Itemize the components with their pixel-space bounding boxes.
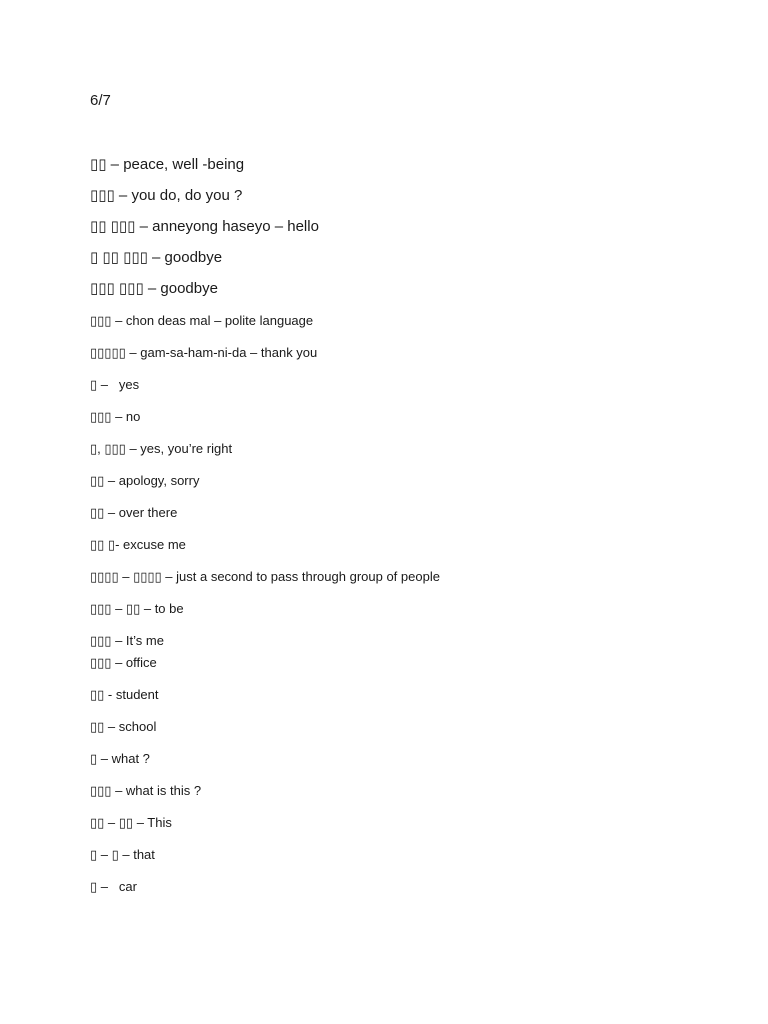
vocab-line-21 [90,783,201,799]
korean-term: ▯ ▯▯ ▯▯▯ [90,249,148,266]
translation: – yes [97,377,140,392]
korean-term: ▯▯▯ [90,655,112,670]
vocab-line-24 [90,879,137,895]
vocab-line-9 [90,409,140,425]
korean-term: ▯▯ [90,505,105,520]
korean-term: ▯ – ▯ [90,847,119,862]
korean-term: ▯▯▯ [90,187,115,204]
vocab-line-19 [90,719,156,735]
translation: - student [104,687,159,702]
korean-term: ▯▯▯ [90,783,112,798]
korean-term: ▯▯▯ ▯▯▯ [90,280,144,297]
korean-term: ▯▯▯ – ▯▯ [90,601,141,616]
translation: – car [97,879,137,894]
vocab-line-4 [90,249,222,267]
translation: – gam-sa-ham-ni-da – thank you [125,345,318,360]
vocab-line-22 [90,815,172,831]
translation: – no [111,409,141,424]
korean-term: ▯▯ [90,719,105,734]
korean-term: ▯▯ [90,156,107,173]
vocab-line-12 [90,505,177,521]
korean-term: ▯▯▯ [90,409,112,424]
vocab-line-13 [90,537,186,553]
vocab-line-3 [90,218,319,236]
korean-term: ▯▯▯ [90,633,112,648]
vocab-line-16 [90,633,164,649]
translation: – you do, do you ? [114,187,243,204]
vocab-line-2 [90,187,242,205]
vocab-line-5 [90,280,218,298]
vocab-line-23 [90,847,155,863]
korean-term: ▯▯ [90,473,105,488]
translation: – It’s me [111,633,164,648]
translation: – anneyong haseyo – hello [135,218,319,235]
korean-term: ▯ [90,377,98,392]
vocab-line-14 [90,569,440,585]
vocab-line-10 [90,441,232,457]
korean-term: ▯, ▯▯▯ [90,441,126,456]
vocab-line-15 [90,601,184,617]
vocab-line-18 [90,687,159,703]
translation: – office [111,655,157,670]
translation: – over there [104,505,178,520]
vocab-line-1 [90,156,244,174]
korean-term: ▯▯▯ [90,313,112,328]
date-heading: 6/7 [90,92,111,109]
translation: – peace, well -being [106,156,245,173]
vocab-line-7 [90,345,317,361]
translation: – what ? [97,751,150,766]
translation: – to be [140,601,184,616]
korean-term: ▯▯▯▯ – ▯▯▯▯ [90,569,162,584]
korean-term: ▯ [90,751,98,766]
korean-term: ▯ [90,879,98,894]
translation: – chon deas mal – polite language [111,313,314,328]
korean-term: ▯▯ – ▯▯ [90,815,134,830]
translation: – apology, sorry [104,473,200,488]
korean-term: ▯▯ ▯ [90,537,116,552]
translation: – what is this ? [111,783,202,798]
korean-term: ▯▯ ▯▯▯ [90,218,136,235]
translation: – just a second to pass through group of people [161,569,440,584]
vocab-line-6 [90,313,313,329]
translation: – goodbye [147,249,223,266]
vocab-line-11 [90,473,199,489]
vocab-line-20 [90,751,150,767]
vocab-line-8 [90,377,139,393]
translation: – This [133,815,172,830]
translation: – goodbye [143,280,218,297]
vocab-line-17 [90,655,157,671]
translation: – school [104,719,157,734]
korean-term: ▯▯▯▯▯ [90,345,126,360]
korean-term: ▯▯ [90,687,105,702]
translation: - excuse me [115,537,186,552]
translation: – that [118,847,155,862]
translation: – yes, you’re right [125,441,233,456]
